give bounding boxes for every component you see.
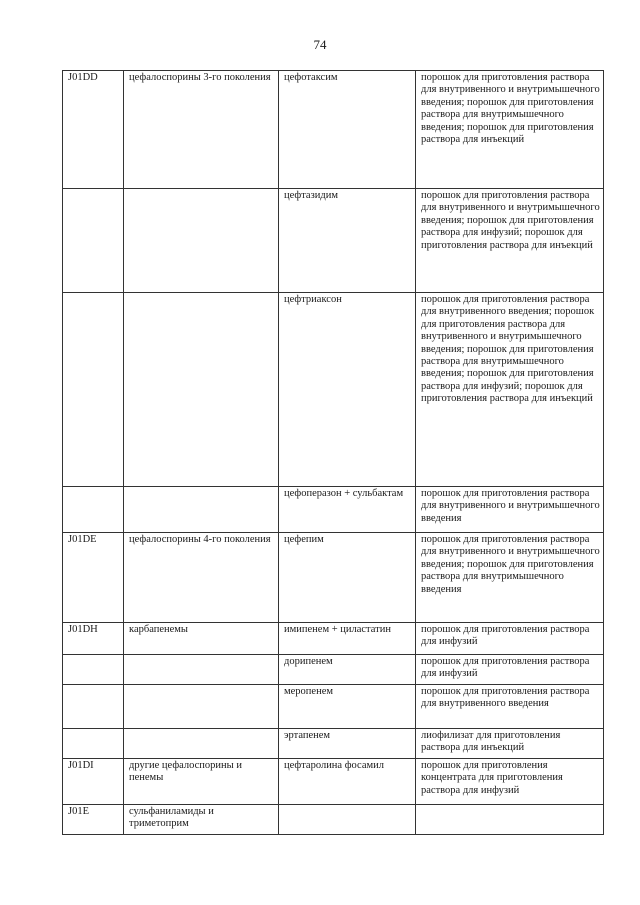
table-row	[63, 729, 604, 759]
drug-name-cell: цефтазидим	[279, 189, 416, 293]
drug-name-cell: эртапенем	[279, 729, 416, 759]
drug-name-cell: цефтаролина фосамил	[279, 759, 416, 805]
atc-code-cell	[63, 189, 124, 293]
group-cell: цефалоспорины 3-го поколения	[124, 71, 279, 189]
group-cell	[124, 655, 279, 685]
atc-code-cell: J01DH	[63, 623, 124, 655]
group-cell	[124, 685, 279, 729]
table-row	[63, 189, 604, 293]
dosage-form-cell: порошок для приготовления раствора для внутривенного и внутримышечного введения; порошок для приготовления раствора для внутримышечного введения	[416, 533, 604, 623]
table-row	[63, 623, 604, 655]
drug-name-cell: дорипенем	[279, 655, 416, 685]
group-cell: цефалоспорины 4-го поколения	[124, 533, 279, 623]
atc-code-cell: J01E	[63, 805, 124, 835]
group-cell: сульфаниламиды и триметоприм	[124, 805, 279, 835]
table-row	[63, 487, 604, 533]
table-row	[63, 533, 604, 623]
table-row	[63, 293, 604, 487]
dosage-form-cell: лиофилизат для приготовления раствора для инъекций	[416, 729, 604, 759]
atc-code-cell	[63, 487, 124, 533]
dosage-form-cell: порошок для приготовления раствора для инфузий	[416, 655, 604, 685]
dosage-form-cell: порошок для приготовления раствора для внутривенного и внутримышечного введения; порошок для приготовления раствора для внутримышечного введения; порошок для приготовления раствора для инъекций	[416, 71, 604, 189]
group-cell	[124, 293, 279, 487]
dosage-form-cell: порошок для приготовления раствора для внутривенного и внутримышечного введения; порошок для приготовления раствора для инфузий; порошок для приготовления раствора для инъекций	[416, 189, 604, 293]
dosage-form-cell: порошок для приготовления раствора для внутривенного введения	[416, 685, 604, 729]
group-cell	[124, 487, 279, 533]
atc-code-cell	[63, 293, 124, 487]
atc-code-cell	[63, 685, 124, 729]
atc-code-cell	[63, 655, 124, 685]
table-row	[63, 759, 604, 805]
table-row	[63, 805, 604, 835]
group-cell: карбапенемы	[124, 623, 279, 655]
dosage-form-cell: порошок для приготовления концентрата для приготовления раствора для инфузий	[416, 759, 604, 805]
drug-name-cell: меропенем	[279, 685, 416, 729]
drug-table	[62, 70, 604, 835]
drug-name-cell: цефоперазон + сульбактам	[279, 487, 416, 533]
atc-code-cell: J01DE	[63, 533, 124, 623]
drug-name-cell	[279, 805, 416, 835]
dosage-form-cell: порошок для приготовления раствора для инфузий	[416, 623, 604, 655]
table-row	[63, 685, 604, 729]
drug-name-cell: цефтриаксон	[279, 293, 416, 487]
dosage-form-cell: порошок для приготовления раствора для внутривенного введения; порошок для приготовления раствора для внутривенного и внутримышечного введения; порошок для приготовления раствора для внутримышечного введения; порошок для приготовления раствора для инфузий; порошок для приготовления раствора для инъекций	[416, 293, 604, 487]
drug-name-cell: цефотаксим	[279, 71, 416, 189]
dosage-form-cell: порошок для приготовления раствора для внутривенного и внутримышечного введения	[416, 487, 604, 533]
group-cell	[124, 729, 279, 759]
atc-code-cell: J01DI	[63, 759, 124, 805]
atc-code-cell: J01DD	[63, 71, 124, 189]
atc-code-cell	[63, 729, 124, 759]
dosage-form-cell	[416, 805, 604, 835]
table-row	[63, 71, 604, 189]
group-cell	[124, 189, 279, 293]
drug-name-cell: цефепим	[279, 533, 416, 623]
table-row	[63, 655, 604, 685]
page-number: 74	[313, 37, 327, 52]
drug-name-cell: имипенем + циластатин	[279, 623, 416, 655]
group-cell: другие цефалоспорины и пенемы	[124, 759, 279, 805]
